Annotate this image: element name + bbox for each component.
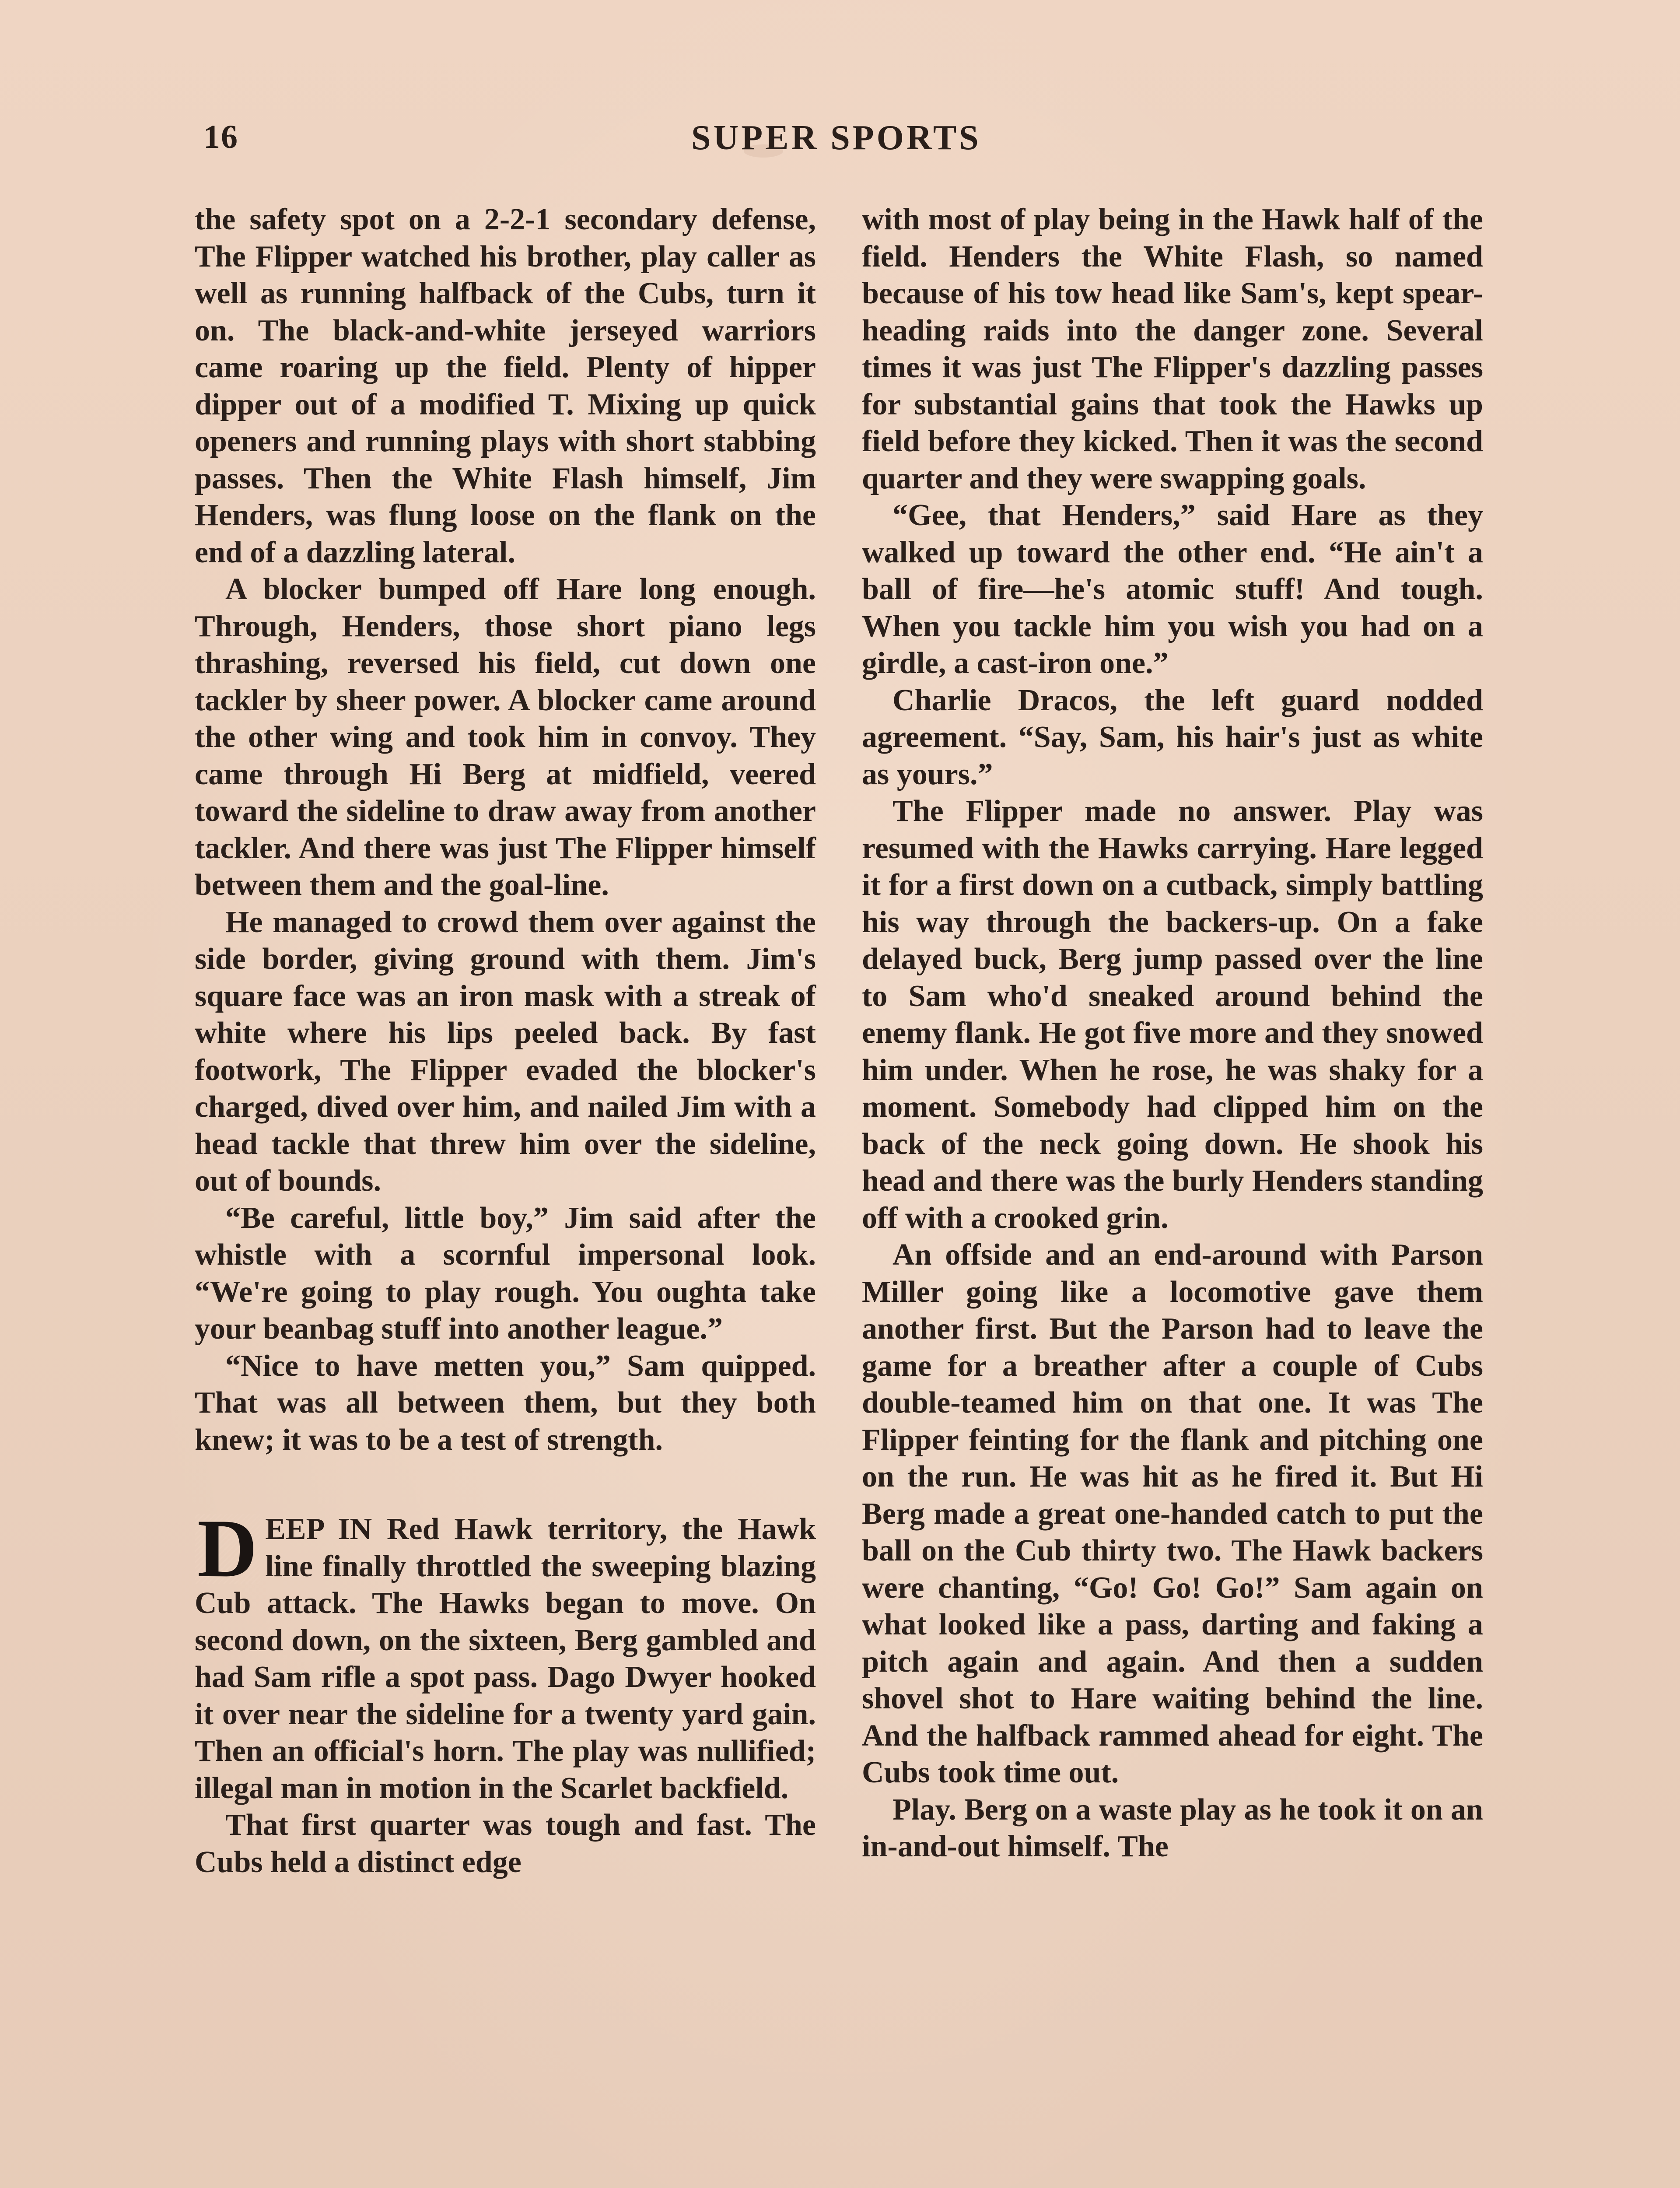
- paragraph: the safety spot on a 2-2-1 secondary defense, The Flipper watched his brother, play caller as well as running halfback of the Cubs, turn it on. The black-and-white jerseyed warriors came roaring up the field. Plenty of hipper dipper out of a modified T. Mixing up quick openers and running plays with short stabbing passes. Then the White Flash himself, Jim Henders, was flung loose on the flank on the end of a dazzling lateral.: [195, 203, 816, 569]
- page-number: 16: [203, 119, 238, 155]
- paragraph: “Be careful, little boy,” Jim said after the whistle with a scornful impersonal look. “We're going to play rough. You oughta take your beanbag stuff into another league.”: [195, 1201, 816, 1346]
- paragraph: An offside and an end-around with Parson Miller going like a locomotive gave them another first. But the Parson had to leave the game for a breather after a couple of Cubs double-teamed him on that one. It was The Flipper feinting for the flank and pitching one on the run. He was hit as he fired it. But Hi Berg made a great one-handed catch to put the ball on the Cub thirty two. The Hawk backers were chanting, “Go! Go! Go!” Sam again on what looked like a pass, darting and faking a pitch again and again. And then a sudden shovel shot to Hare waiting behind the line. And the halfback rammed ahead for eight. The Cubs took time out.: [862, 1238, 1483, 1789]
- paragraph: “Gee, that Henders,” said Hare as they walked up toward the other end. “He ain't a ball of fire—he's atomic stuff! And tough. When you tackle him you wish you had on a girdle, a cast-iron one.”: [862, 498, 1483, 680]
- paragraph: A blocker bumped off Hare long enough. Through, Henders, those short piano legs thrashing, reversed his field, cut down one tackler by sheer power. A blocker came around the other wing and took him in convoy. They came through Hi Berg at midfield, veered toward the sideline to draw away from another tackler. And there was just The Flipper himself between them and the goal-line.: [195, 572, 816, 902]
- section-opening-paragraph: [195, 1503, 816, 1807]
- right-column: [862, 201, 1483, 1865]
- paragraph: Charlie Dracos, the left guard nodded agreement. “Say, Sam, his hair's just as white as yours.”: [862, 683, 1483, 791]
- paragraph: The Flipper made no answer. Play was resumed with the Hawks carrying. Hare legged it for a first down on a cutback, simply battling his way through the backers-up. On a fake delayed buck, Berg jump passed over the line to Sam who'd sneaked around behind the enemy flank. He got five more and they snowed him under. When he rose, he was shaky for a moment. Somebody had clipped him on the back of the neck going down. He shook his head and there was the burly Henders standing off with a crooked grin.: [862, 794, 1483, 1235]
- paragraph: That first quarter was tough and fast. The Cubs held a distinct edge: [195, 1808, 816, 1879]
- paragraph: “Nice to have metten you,” Sam quipped. That was all between them, but they both knew; it was to be a test of strength.: [195, 1349, 816, 1457]
- drop-cap: D: [195, 1514, 260, 1584]
- section-opening-text: EEP IN Red Hawk territory, the Hawk line finally throttled the sweeping blazing Cub attack. The Hawks began to move. On second down, on the sixteen, Berg gambled and had Sam rifle a spot pass. Dago Dwyer hooked it over near the sideline for a twenty yard gain. Then an official's horn. The play was nullified; illegal man in motion in the Scarlet backfield.: [195, 1512, 816, 1805]
- paragraph: with most of play being in the Hawk half of the field. Henders the White Flash, so named because of his tow head like Sam's, kept spear-heading raids into the danger zone. Several times it was just The Flipper's dazzling passes for substantial gains that took the Hawks up field before they kicked. Then it was the second quarter and they were swapping goals.: [862, 203, 1483, 495]
- paragraph: He managed to crowd them over against the side border, giving ground with them. Jim's square face was an iron mask with a streak of white where his lips peeled back. By fast footwork, The Flipper evaded the blocker's charged, dived over him, and nailed Jim with a head tackle that threw him over the sideline, out of bounds.: [195, 905, 816, 1198]
- running-title: SUPER SPORTS: [691, 119, 981, 157]
- left-column: [195, 201, 816, 1881]
- paragraph: Play. Berg on a waste play as he took it on an in-and-out himself. The: [862, 1792, 1483, 1863]
- page-header: [0, 118, 1680, 166]
